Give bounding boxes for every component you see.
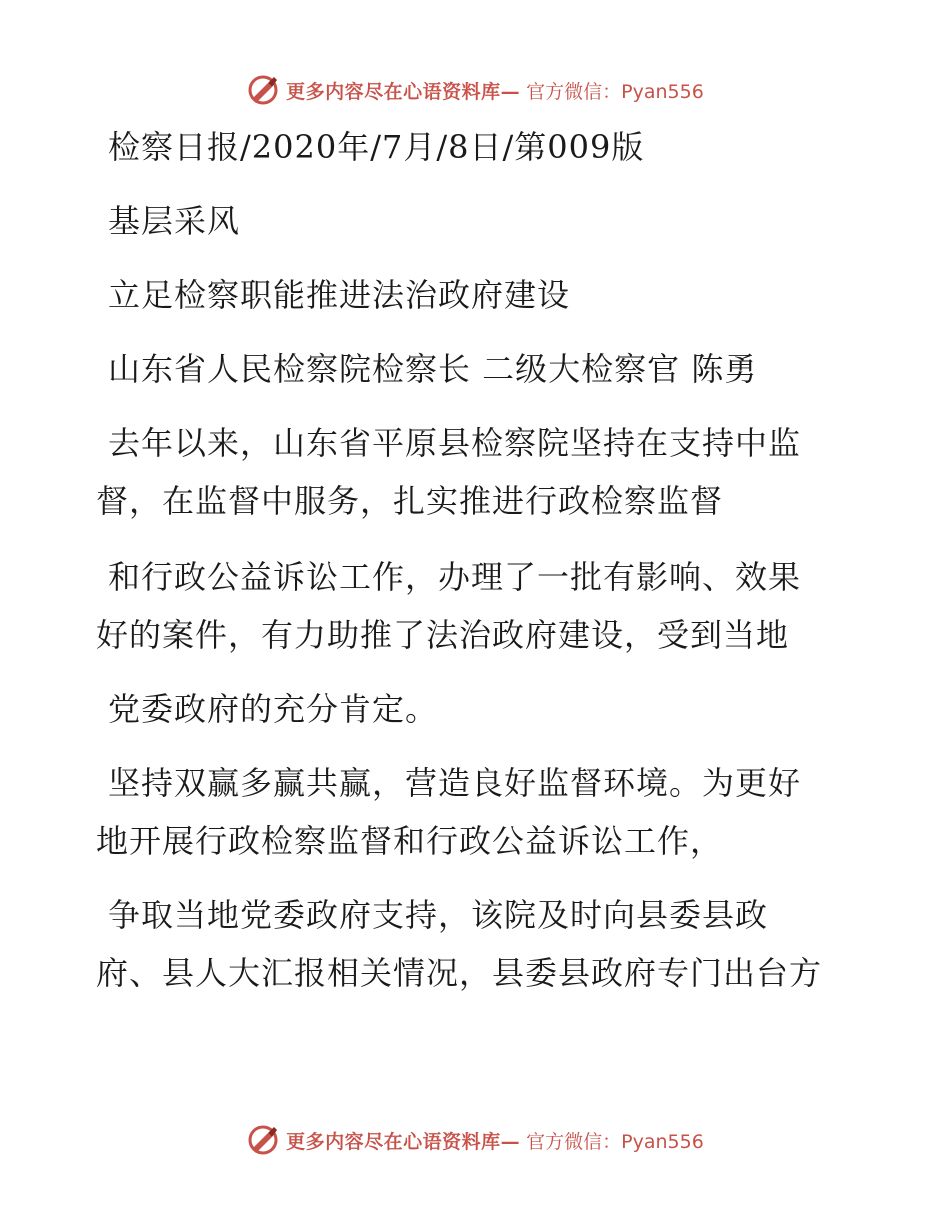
paragraph-line: 坚持双赢多赢共赢，营造良好监督环境。为更好 [108,764,802,802]
paragraph-line: 督，在监督中服务，扎实推进行政检察监督 [96,482,724,520]
pen-logo-icon [246,73,280,107]
paragraph-line: 和行政公益诉讼工作，办理了一批有影响、效果 [108,558,802,596]
paragraph-line: 争取当地党委政府支持，该院及时向县委县政 [108,896,769,934]
pen-logo-icon [246,1123,280,1157]
watermark-site-text: 更多内容尽在心语资料库— [286,1130,521,1153]
watermark-wechat-text: 官方微信：Pyan556 [526,80,704,103]
paragraph-line: 府、县人大汇报相关情况，县委县政府专门出台方 [96,954,823,992]
watermark-site-text: 更多内容尽在心语资料库— [286,80,521,103]
column-name: 基层采风 [108,202,241,240]
paragraph-line: 去年以来，山东省平原县检察院坚持在支持中监 [108,424,802,462]
watermark-wechat-text: 官方微信：Pyan556 [526,1130,704,1153]
paragraph-line: 地开展行政检察监督和行政公益诉讼工作， [96,822,724,860]
footer-watermark [0,1118,950,1162]
article-author: 山东省人民检察院检察长 二级大检察官 陈勇 [108,350,758,388]
paragraph-line: 党委政府的充分肯定。 [108,690,439,728]
article-title: 立足检察职能推进法治政府建设 [108,276,571,314]
header-watermark [0,68,950,112]
publication-line: 检察日报/2020年/7月/8日/第009版 [108,128,645,166]
paragraph-line: 好的案件，有力助推了法治政府建设，受到当地 [96,616,790,654]
